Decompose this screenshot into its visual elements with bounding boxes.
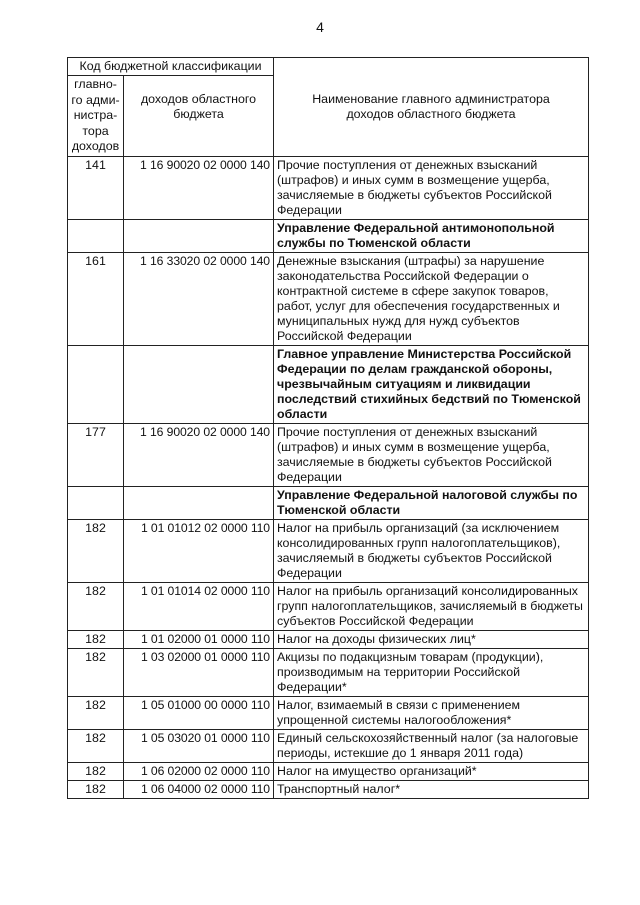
table-row [68, 696, 589, 729]
section-empty-admin-cell [68, 345, 124, 423]
income-code-cell: 1 06 04000 02 0000 110 [124, 780, 274, 798]
header-row-group [68, 58, 589, 76]
header-name-line: Наименование главного администратора [312, 91, 550, 106]
section-empty-admin-cell [68, 219, 124, 252]
admin-code-cell: 182 [68, 648, 124, 696]
admin-code-cell: 182 [68, 729, 124, 762]
admin-code-cell: 161 [68, 252, 124, 345]
income-code-cell: 1 05 03020 01 0000 110 [124, 729, 274, 762]
section-row [68, 486, 589, 519]
income-code-cell: 1 01 02000 01 0000 110 [124, 630, 274, 648]
income-name-cell: Прочие поступления от денежных взысканий (штрафов) и иных сумм в возмещение ущерба, зачисляемые в бюджеты субъектов Российской Федерации [274, 423, 589, 486]
income-name-cell: Прочие поступления от денежных взысканий (штрафов) и иных сумм в возмещение ущерба, зачисляемые в бюджеты субъектов Российской Федерации [274, 156, 589, 219]
header-income-code [124, 76, 274, 157]
admin-code-cell: 182 [68, 696, 124, 729]
income-code-cell: 1 03 02000 01 0000 110 [124, 648, 274, 696]
section-row [68, 219, 589, 252]
budget-classification-table [67, 57, 589, 799]
section-title: Управление Федеральной налоговой службы по Тюменской области [274, 486, 589, 519]
header-admin-line: го адми- [71, 92, 120, 107]
income-name-cell: Налог, взимаемый в связи с применением упрощенной системы налогообложения* [274, 696, 589, 729]
table-row [68, 729, 589, 762]
section-title: Главное управление Министерства Российской Федерации по делам гражданской обороны, чрезвычайным ситуациям и ликвидации последствий стихийных бедствий по Тюменской области [274, 345, 589, 423]
section-row [68, 345, 589, 423]
header-administrator-name [274, 58, 589, 157]
income-name-cell: Транспортный налог* [274, 780, 589, 798]
income-code-cell: 1 01 01014 02 0000 110 [124, 582, 274, 630]
section-empty-code-cell [124, 219, 274, 252]
header-budget-classification-code: Код бюджетной классификации [68, 58, 274, 76]
income-name-cell: Единый сельскохозяйственный налог (за налоговые периоды, истекшие до 1 января 2011 года) [274, 729, 589, 762]
income-name-cell: Налог на прибыль организаций (за исключением консолидированных групп налогоплательщиков), зачисляемый в бюджеты субъектов Российской Федерации [274, 519, 589, 582]
admin-code-cell: 177 [68, 423, 124, 486]
section-empty-code-cell [124, 486, 274, 519]
header-code-line: доходов областного [140, 92, 257, 106]
income-code-cell: 1 01 01012 02 0000 110 [124, 519, 274, 582]
section-title: Управление Федеральной антимонопольной службы по Тюменской области [274, 219, 589, 252]
income-code-cell: 1 16 33020 02 0000 140 [124, 252, 274, 345]
admin-code-cell: 182 [68, 582, 124, 630]
income-code-cell: 1 05 01000 00 0000 110 [124, 696, 274, 729]
header-admin-line: главно- [74, 77, 117, 91]
table-row [68, 582, 589, 630]
income-name-cell: Акцизы по подакцизным товарам (продукции), производимым на территории Российской Федерации* [274, 648, 589, 696]
table-row [68, 762, 589, 780]
table-row [68, 630, 589, 648]
income-name-cell: Денежные взыскания (штрафы) за нарушение законодательства Российской Федерации о контрактной системе в сфере закупок товаров, работ, услуг для обеспечения государственных и муниципальных нужд для нужд субъектов Российской Федерации [274, 252, 589, 345]
section-empty-admin-cell [68, 486, 124, 519]
income-code-cell: 1 06 02000 02 0000 110 [124, 762, 274, 780]
table-row [68, 519, 589, 582]
admin-code-cell: 141 [68, 156, 124, 219]
header-admin-line: доходов [71, 139, 120, 153]
income-code-cell: 1 16 90020 02 0000 140 [124, 156, 274, 219]
table-row [68, 252, 589, 345]
admin-code-cell: 182 [68, 519, 124, 582]
page-number: 4 [316, 19, 324, 35]
table-row [68, 156, 589, 219]
income-name-cell: Налог на прибыль организаций консолидированных групп налогоплательщиков, зачисляемый в бюджеты субъектов Российской Федерации [274, 582, 589, 630]
header-name-line: доходов областного бюджета [346, 106, 516, 121]
header-admin-line: тора [82, 123, 109, 138]
header-admin-line: нистра- [73, 108, 118, 122]
income-code-cell: 1 16 90020 02 0000 140 [124, 423, 274, 486]
admin-code-cell: 182 [68, 762, 124, 780]
income-name-cell: Налог на доходы физических лиц* [274, 630, 589, 648]
header-code-line: бюджета [173, 107, 224, 121]
income-name-cell: Налог на имущество организаций* [274, 762, 589, 780]
table-row [68, 780, 589, 798]
table-row [68, 423, 589, 486]
admin-code-cell: 182 [68, 630, 124, 648]
header-chief-administrator [68, 76, 124, 157]
admin-code-cell: 182 [68, 780, 124, 798]
section-empty-code-cell [124, 345, 274, 423]
table-row [68, 648, 589, 696]
